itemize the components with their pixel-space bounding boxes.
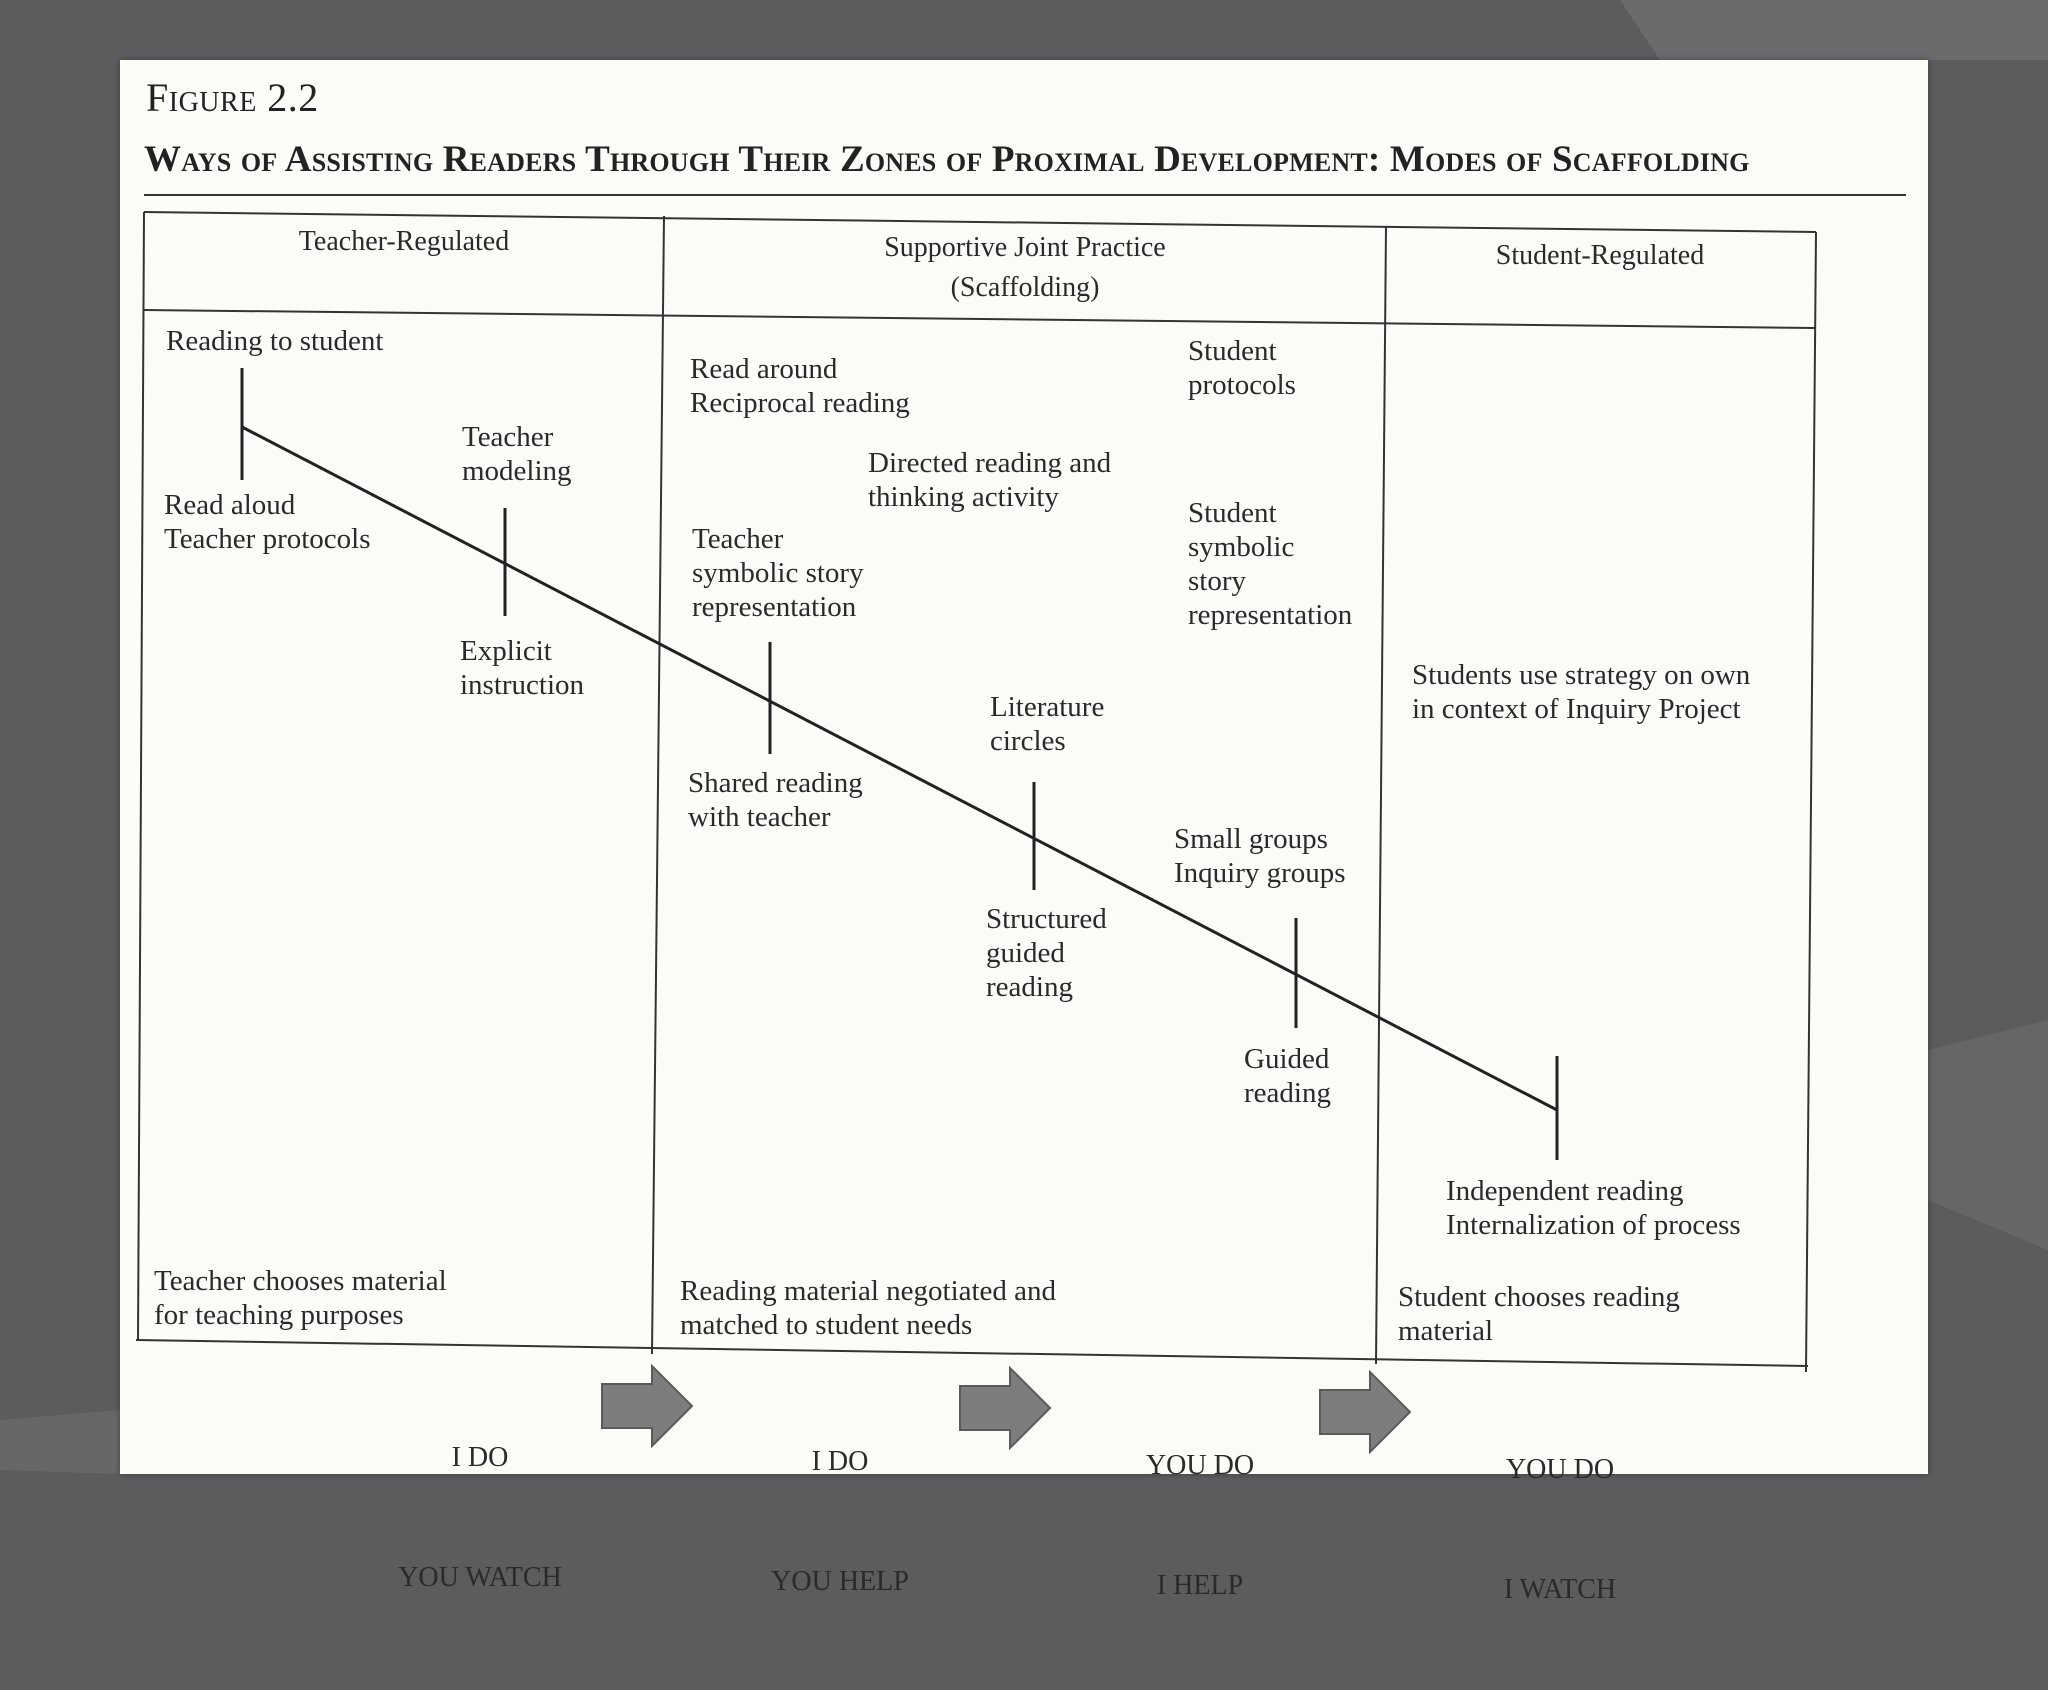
column-divider-2 — [1376, 226, 1386, 1364]
label-teacher-modeling: Teacher modeling — [462, 421, 572, 487]
label-read-aloud: Read aloud Teacher protocols — [164, 489, 371, 555]
figure-page — [120, 60, 1928, 1605]
stage-2-line2: YOU HELP — [771, 1566, 909, 1597]
stage-2-line1: I DO — [811, 1446, 869, 1477]
stage-3-line1: YOU DO — [1145, 1450, 1255, 1481]
stage-1-line1: I DO — [451, 1442, 509, 1473]
table-right-border — [1806, 232, 1816, 1372]
figure-title: Ways of Assisting Readers Through Their Zones of Proximal Development: Modes of Scaffolding — [144, 139, 1750, 180]
stage-4 — [1410, 1370, 1710, 1690]
header-supportive-line1: Supportive Joint Practice — [884, 232, 1166, 263]
label-guided-reading: Guided reading — [1244, 1043, 1331, 1109]
stage-1 — [330, 1358, 630, 1678]
header-supportive-line2: (Scaffolding) — [950, 272, 1100, 303]
label-directed-reading: Directed reading and thinking activity — [868, 447, 1112, 513]
stage-2 — [690, 1362, 990, 1682]
header-student-regulated: Student-Regulated — [1495, 240, 1705, 271]
label-reading-to-student: Reading to student — [166, 325, 384, 357]
label-structured-guided: Structured guided reading — [986, 903, 1107, 1003]
figure-label: Figure 2.2 — [146, 75, 319, 120]
header-teacher-regulated: Teacher-Regulated — [298, 226, 510, 257]
label-student-protocols: Student protocols — [1188, 335, 1296, 401]
label-explicit-instruction: Explicit instruction — [460, 635, 585, 701]
label-students-use-strategy: Students use strategy on own in context of Inquiry Project — [1412, 659, 1751, 725]
stage-4-line1: YOU DO — [1505, 1454, 1615, 1485]
label-student-symbolic: Student symbolic story representation — [1188, 497, 1353, 631]
label-small-groups: Small groups Inquiry groups — [1174, 823, 1346, 889]
header-divider — [144, 310, 1816, 328]
material-student-chooses: Student chooses reading material — [1398, 1281, 1680, 1347]
stage-1-line2: YOU WATCH — [398, 1562, 562, 1593]
stage-3 — [1050, 1366, 1350, 1686]
label-independent-reading: Independent reading Internalization of process — [1446, 1175, 1741, 1241]
label-literature-circles: Literature circles — [990, 691, 1105, 757]
stage-3-line2: I HELP — [1156, 1570, 1244, 1601]
material-teacher-chooses: Teacher chooses material for teaching purposes — [154, 1265, 447, 1331]
column-divider-1 — [652, 216, 664, 1354]
label-teacher-symbolic: Teacher symbolic story representation — [692, 523, 864, 623]
label-read-around: Read around Reciprocal reading — [690, 353, 910, 419]
stage-4-line2: I WATCH — [1503, 1574, 1617, 1605]
material-negotiated: Reading material negotiated and matched to student needs — [680, 1275, 1057, 1341]
table-left-border — [138, 212, 144, 1340]
scaffolding-line — [242, 427, 1557, 1110]
label-shared-reading: Shared reading with teacher — [688, 767, 863, 833]
